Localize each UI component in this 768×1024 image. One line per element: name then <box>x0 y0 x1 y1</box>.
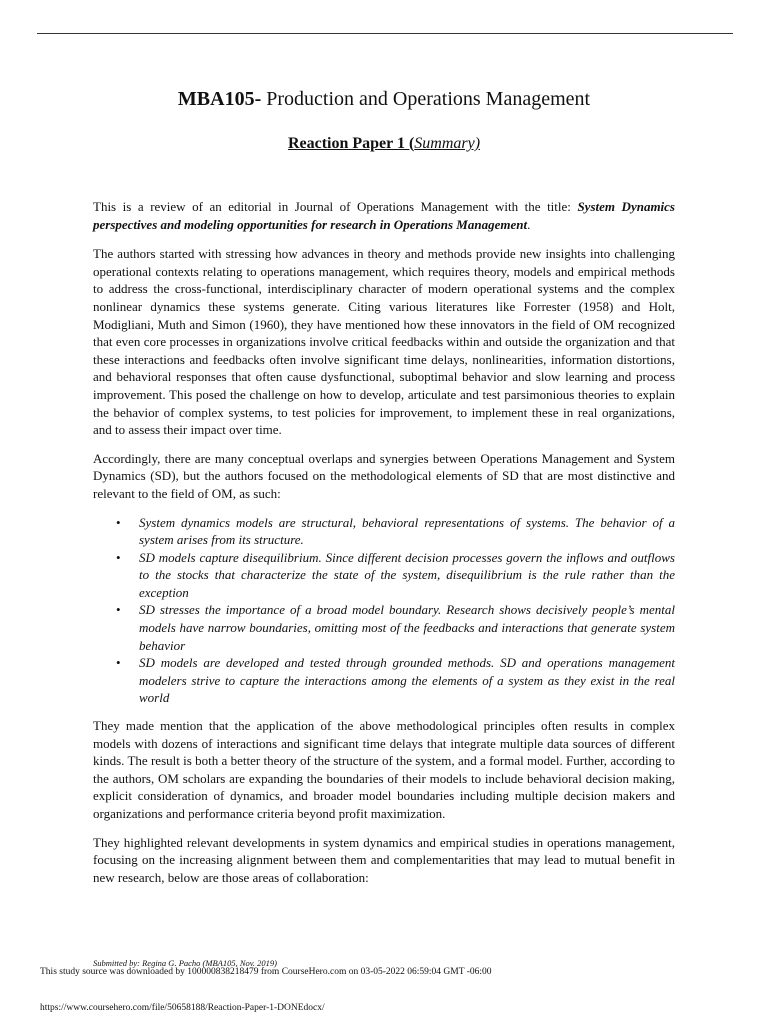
submitted-by: Submitted by: Regina G. Pacho (MBA105, Nov. 2019) <box>93 958 277 968</box>
list-item: • System dynamics models are structural, behavioral representations of systems. The behavior of a system arises from its structure. <box>139 514 675 549</box>
article-title: System Dynamics perspectives and modeling opportunities for research in Operations Management <box>93 199 675 232</box>
subtitle-italic: Summary) <box>414 135 481 152</box>
list-item: • SD stresses the importance of a broad model boundary. Research shows decisively people’s mental models have narrow boundaries, omitting most of the feedbacks and interactions that generate system behavior <box>139 601 675 654</box>
paragraph-1: The authors started with stressing how advances in theory and methods provide new insights into challenging operational contexts relating to operations management, which requires theory, models and empirical methods to address the cross-functional, interdisciplinary character of modern operational systems and the complex nonlinear dynamics these systems generate. Citing various literatures like Forrester (1958) and Holt, Modigliani, Muth and Simon (1960), they have mentioned how these innovators in the field of OM recognized that even core processes in organizations involve critical feedbacks within and outside the organization and that these interactions and feedbacks often involve significant time delays, nonlinearities, information distortions, and behavioral responses that often cause dysfunctional, suboptimal behavior and slow learning and process improvement. This posed the challenge on how to develop, articulate and test parsimonious theories to explain the behavior of complex systems, to test policies for improvement, to implement these in real organizations, and to assess their impact over time. <box>93 246 675 438</box>
document-subtitle <box>0 135 768 153</box>
paragraph-4: They highlighted relevant developments in system dynamics and empirical studies in operations management, focusing on the increasing alignment between them and complementarities that may lead to mutual benefit in new research, below are those areas of collaboration: <box>93 834 675 885</box>
intro-paragraph <box>93 198 675 233</box>
course-title: Production and Operations Management <box>261 88 591 110</box>
list-item: • SD models are developed and tested through grounded methods. SD and operations management modelers strive to capture the interactions among the elements of a system as they exist in the real world <box>139 654 675 707</box>
paragraph-3: They made mention that the application of the above methodological principles often results in complex models with dozens of interactions and significant time delays that integrate multiple data sources of different kinds. The result is both a better theory of the structure of the system, and a formal model. Further, according to the authors, OM scholars are expanding the boundaries of their models to include behavioral decision making, explicit consideration of dynamics, and broader model boundaries including multiple decision makers and organizations and performance criteria beyond profit maximization. <box>93 718 675 821</box>
source-url[interactable]: https://www.coursehero.com/file/50658188/Reaction-Paper-1-DONEdocx/ <box>40 1003 325 1013</box>
paragraph-2: Accordingly, there are many conceptual overlaps and synergies between Operations Management and System Dynamics (SD), but the authors focused on the methodological elements of SD that are most distinctive and relevant to the field of OM, as such: <box>93 450 675 501</box>
document-title <box>0 88 768 111</box>
intro-text: This is a review of an editorial in Journal of Operations Management with the title: <box>93 199 578 214</box>
download-notice: This study source was downloaded by 100000838218479 from CourseHero.com on 03-05-2022 06:59:04 GMT -06:00 <box>40 967 492 977</box>
list-item: • SD models capture disequilibrium. Since different decision processes govern the inflows and outflows to the stocks that characterize the state of the system, disequilibrium is the rule rather than the exception <box>139 549 675 602</box>
document-body <box>93 198 675 897</box>
methodology-list <box>93 514 675 708</box>
header-rule <box>37 33 733 34</box>
subtitle-main: Reaction Paper 1 ( <box>287 135 415 152</box>
course-code: MBA105- <box>177 88 262 110</box>
intro-end: . <box>527 216 531 232</box>
